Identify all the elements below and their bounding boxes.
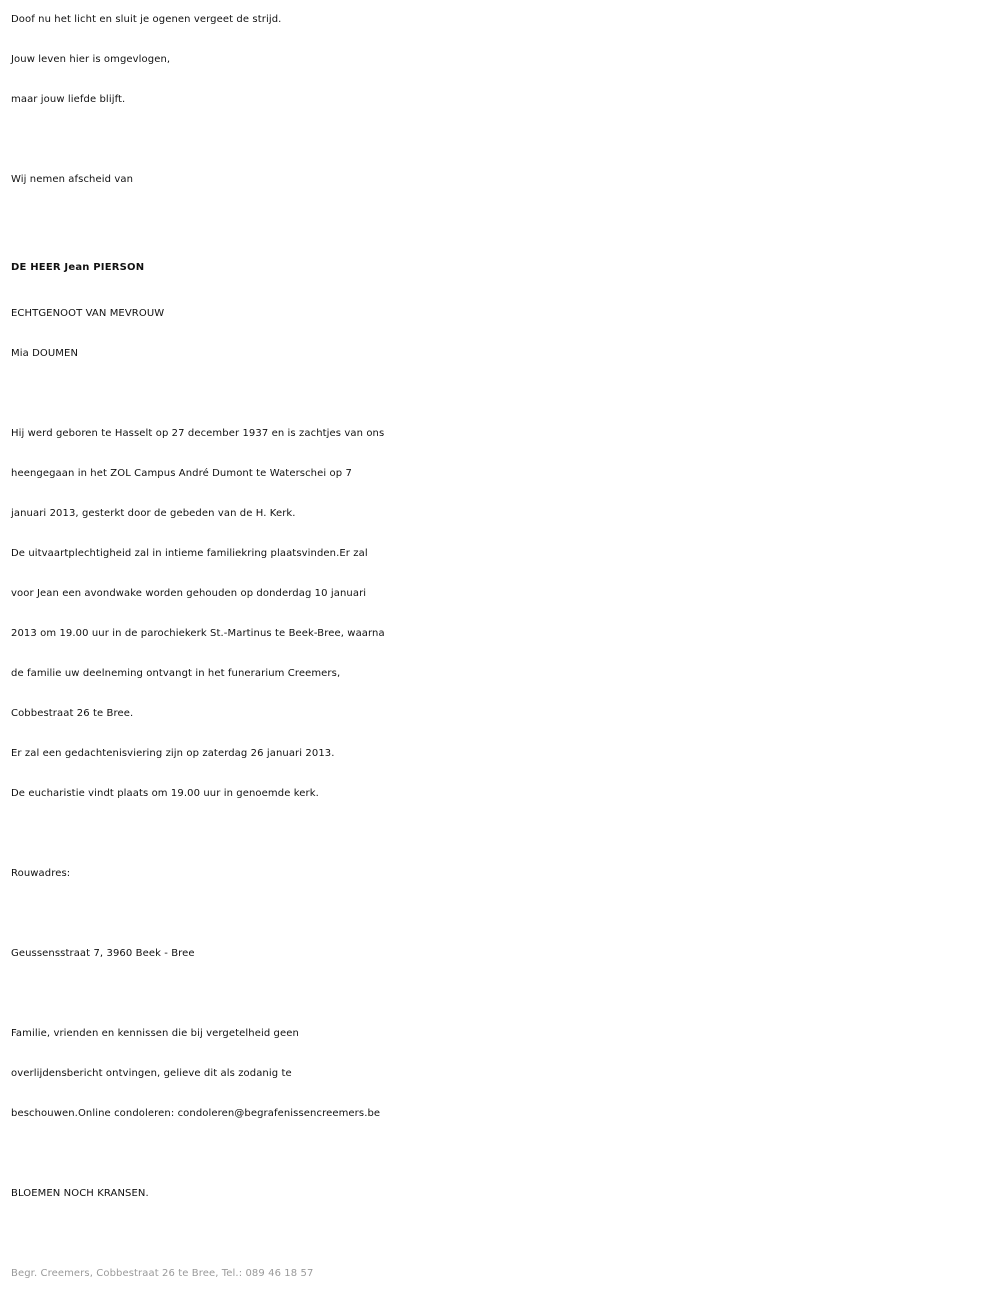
notice-text <box>11 1014 991 1134</box>
poem-line: maar jouw liefde blijft. <box>11 94 126 105</box>
flowers-notice: BLOEMEN NOCH KRANSEN. <box>11 1188 149 1199</box>
body-line: voor Jean een avondwake worden gehouden op donderdag 10 januari <box>11 588 367 599</box>
spouse-name: Mia DOUMEN <box>11 348 79 359</box>
body-line: januari 2013, gesterkt door de gebeden van de H. Kerk. <box>11 508 296 519</box>
body-line: Er zal een gedachtenisviering zijn op zaterdag 26 januari 2013. <box>11 748 335 759</box>
body-line: De uitvaartplechtigheid zal in intieme familiekring plaatsvinden.Er zal <box>11 548 368 559</box>
body-line: Cobbestraat 26 te Bree. <box>11 708 134 719</box>
body-line: heengegaan in het ZOL Campus André Dumont te Waterschei op 7 <box>11 468 352 479</box>
notice-line: beschouwen.Online condoleren: condoleren@begrafenissencreemers.be <box>11 1108 381 1119</box>
funeral-home-footer: Begr. Creemers, Cobbestraat 26 te Bree, Tel.: 089 46 18 57 <box>11 1268 314 1279</box>
body-line: 2013 om 19.00 uur in de parochiekerk St.-Martinus te Beek-Bree, waarna <box>11 628 385 639</box>
body-line: Hij werd geboren te Hasselt op 27 december 1937 en is zachtjes van ons <box>11 428 385 439</box>
poem <box>11 0 991 120</box>
notice-line: overlijdensbericht ontvingen, gelieve dit als zodanig te <box>11 1068 292 1079</box>
deceased-name: DE HEER Jean PIERSON <box>11 262 145 273</box>
body-line: De eucharistie vindt plaats om 19.00 uur in genoemde kerk. <box>11 788 319 799</box>
address-label: Rouwadres: <box>11 868 71 879</box>
poem-line: Jouw leven hier is omgevlogen, <box>11 54 171 65</box>
body-text <box>11 414 991 814</box>
address-text: Geussensstraat 7, 3960 Beek - Bree <box>11 948 195 959</box>
obituary-document <box>11 0 991 1294</box>
notice-line: Familie, vrienden en kennissen die bij vergetelheid geen <box>11 1028 299 1039</box>
relation-text: ECHTGENOOT VAN MEVROUW <box>11 308 165 319</box>
body-line: de familie uw deelneming ontvangt in het funerarium Creemers, <box>11 668 341 679</box>
intro-text: Wij nemen afscheid van <box>11 174 134 185</box>
poem-line: Doof nu het licht en sluit je ogenen vergeet de strijd. <box>11 14 282 25</box>
